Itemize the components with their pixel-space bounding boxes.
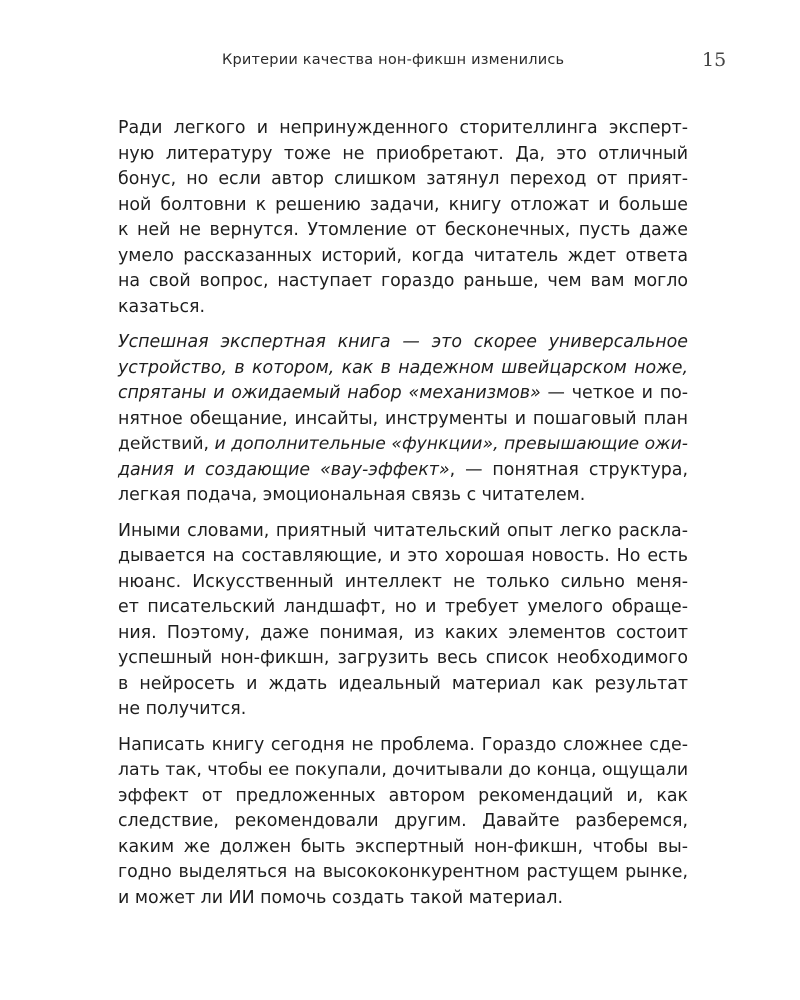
regular-span: , — понятная структура, <box>449 459 688 480</box>
text-line-mixed <box>118 458 688 484</box>
text-line: умело рассказанных историй, когда читатель ждет ответа <box>118 245 688 266</box>
text-line: на свой вопрос, наступает гораздо раньше, чем вам могло <box>118 271 688 291</box>
body-text <box>118 116 688 921</box>
italic-span: дания и создающие «вау-эффект» <box>118 459 450 480</box>
text-line: Иными словами, приятный читательский опыт легко раскла- <box>118 520 688 541</box>
text-line: бонус, но если автор слишком затянул переход от прият- <box>118 169 688 189</box>
running-title: Критерии качества нон-фикшн изменились <box>222 52 565 68</box>
text-line: казаться. <box>118 296 205 317</box>
italic-span: и дополнительные «функции», превышающие ожи- <box>214 434 688 454</box>
text-line: дывается на составляющие, и это хорошая новость. Но есть <box>118 546 688 566</box>
regular-span: — четкое и по- <box>540 383 688 403</box>
paragraph-4 <box>118 733 688 912</box>
text-line: успешный нон-фикшн, загрузить весь список необходимого <box>118 648 688 668</box>
text-line-mixed <box>118 432 688 458</box>
paragraph-1 <box>118 116 688 320</box>
text-line: к ней не вернутся. Утомление от бесконечных, пусть даже <box>118 220 688 240</box>
text-line: ния. Поэтому, даже понимая, из каких элементов состоит <box>118 622 688 643</box>
text-line: в нейросеть и ждать идеальный материал как результат <box>118 673 688 694</box>
running-head <box>0 49 800 76</box>
text-line: ную литературу тоже не приобретают. Да, это отличный <box>118 143 688 164</box>
text-line: Ради легкого и непринужденного сторителлинга эксперт- <box>118 118 688 138</box>
text-line: ет писательский ландшафт, но и требует умелого обраще- <box>118 597 688 617</box>
text-line: эффект от предложенных автором рекомендаций и, как <box>118 785 688 806</box>
text-line: каким же должен быть экспертный нон-фикшн, чтобы вы- <box>118 836 688 857</box>
paragraph-2 <box>118 330 688 509</box>
text-line: и может ли ИИ помочь создать такой материал. <box>118 887 563 908</box>
text-line: легкая подача, эмоциональная связь с читателем. <box>118 485 586 505</box>
text-line: нятное обещание, инсайты, инструменты и пошаговый план <box>118 408 688 429</box>
text-line: годно выделяться на высококонкурентном растущем рынке, <box>118 862 688 882</box>
page-number: 15 <box>702 49 727 71</box>
text-line-italic: Успешная экспертная книга — это скорее универсальное <box>118 332 688 352</box>
text-line: лать так, чтобы ее покупали, дочитывали до конца, ощущали <box>118 760 689 780</box>
regular-span: действий, <box>118 434 215 454</box>
text-line: ной болтовни к решению задачи, книгу отложат и больше <box>118 194 688 215</box>
text-line: Написать книгу сегодня не проблема. Гораздо сложнее сде- <box>118 734 688 755</box>
italic-span: спрятаны и ожидаемый набор «механизмов» <box>118 383 541 403</box>
text-line: следствие, рекомендовали другим. Давайте разберемся, <box>118 811 688 831</box>
text-line-mixed <box>118 381 688 407</box>
text-line-italic: устройство, в котором, как в надежном швейцарском ноже, <box>118 357 688 378</box>
paragraph-3 <box>118 519 688 723</box>
text-line: не получится. <box>118 699 247 719</box>
text-line: нюанс. Искусственный интеллект не только сильно меня- <box>118 571 688 592</box>
